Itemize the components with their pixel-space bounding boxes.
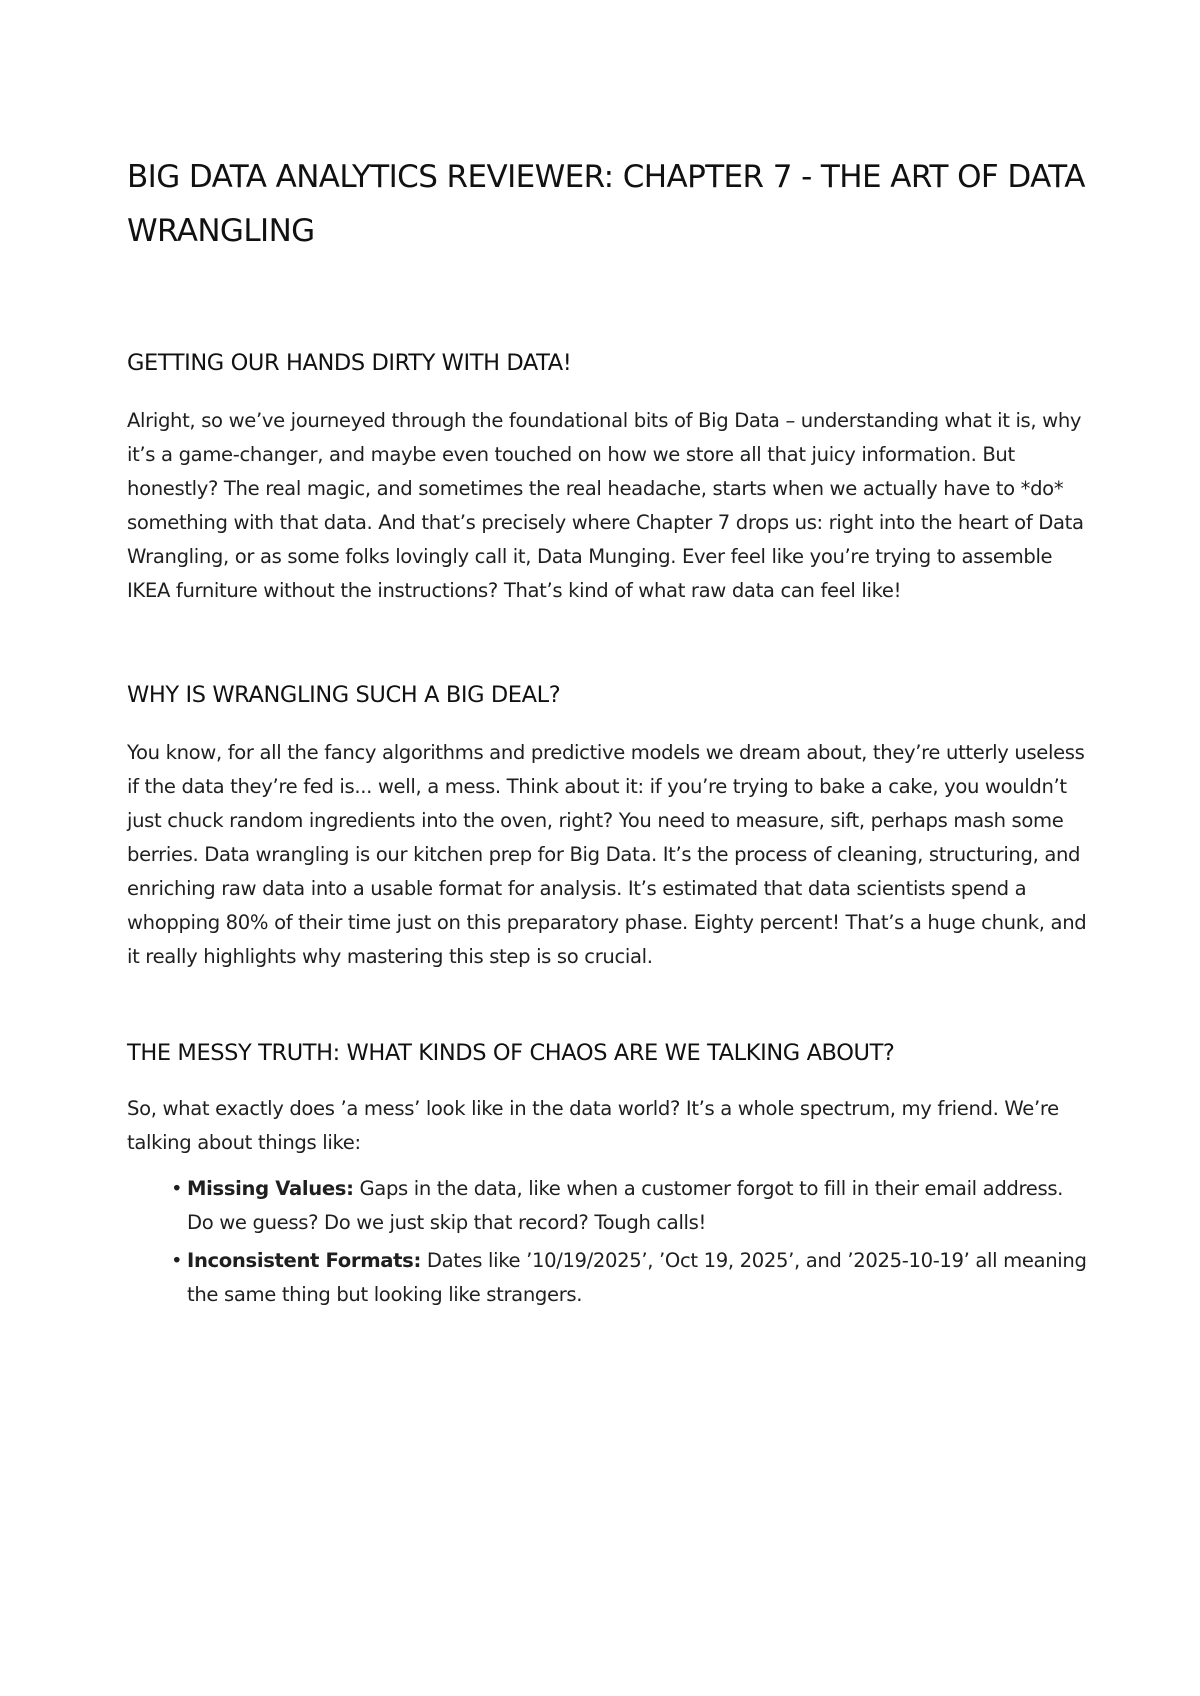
bullet-text: Dates like ’10/19/2025’, ’Oct 19, 2025’, and ’2025-10-19’ all meaning the same thing but looking like strangers. xyxy=(187,1249,1087,1306)
section-heading-messy-truth: THE MESSY TRUTH: WHAT KINDS OF CHAOS ARE WE TALKING ABOUT? xyxy=(127,1040,895,1066)
bullet-text: Gaps in the data, like when a customer forgot to fill in their email address. Do we guess? Do we just skip that record? Tough calls! xyxy=(187,1177,1064,1234)
list-item-missing-values xyxy=(127,1172,1087,1240)
section-heading-why-wrangling: WHY IS WRANGLING SUCH A BIG DEAL? xyxy=(127,682,561,708)
section-heading-getting-hands-dirty: GETTING OUR HANDS DIRTY WITH DATA! xyxy=(127,350,572,376)
bullet-icon: • xyxy=(171,1177,183,1200)
bullet-icon: • xyxy=(171,1249,183,1272)
list-item-inconsistent-formats xyxy=(127,1244,1087,1312)
section-paragraph-messy-truth: So, what exactly does ’a mess’ look like in the data world? It’s a whole spectrum, my friend. We’re talking about things like: xyxy=(127,1097,1059,1154)
section-paragraph-getting-hands-dirty: Alright, so we’ve journeyed through the foundational bits of Big Data – understanding what it is, why it’s a game-changer, and maybe even touched on how we store all that juicy information. But honestly? The real magic, and sometimes the real headache, starts when we actually have to *do* something with that data. And that’s precisely where Chapter 7 drops us: right into the heart of Data Wrangling, or as some folks lovingly call it, Data Munging. Ever feel like you’re trying to assemble IKEA furniture without the instructions? That’s kind of what raw data can feel like! xyxy=(127,409,1084,602)
document-page xyxy=(127,150,1087,1312)
section-paragraph-why-wrangling: You know, for all the fancy algorithms and predictive models we dream about, they’re utterly useless if the data they’re fed is... well, a mess. Think about it: if you’re trying to bake a cake, you wouldn’t just chuck random ingredients into the oven, right? You need to measure, sift, perhaps mash some berries. Data wrangling is our kitchen prep for Big Data. It’s the process of cleaning, structuring, and enriching raw data into a usable format for analysis. It’s estimated that data scientists spend a whopping 80% of their time just on this preparatory phase. Eighty percent! That’s a huge chunk, and it really highlights why mastering this step is so crucial. xyxy=(127,741,1087,968)
bullet-term: Missing Values: xyxy=(187,1177,354,1200)
chaos-bullet-list xyxy=(127,1172,1087,1312)
document-title: BIG DATA ANALYTICS REVIEWER: CHAPTER 7 - THE ART OF DATA WRANGLING xyxy=(127,159,1085,249)
bullet-term: Inconsistent Formats: xyxy=(187,1249,421,1272)
